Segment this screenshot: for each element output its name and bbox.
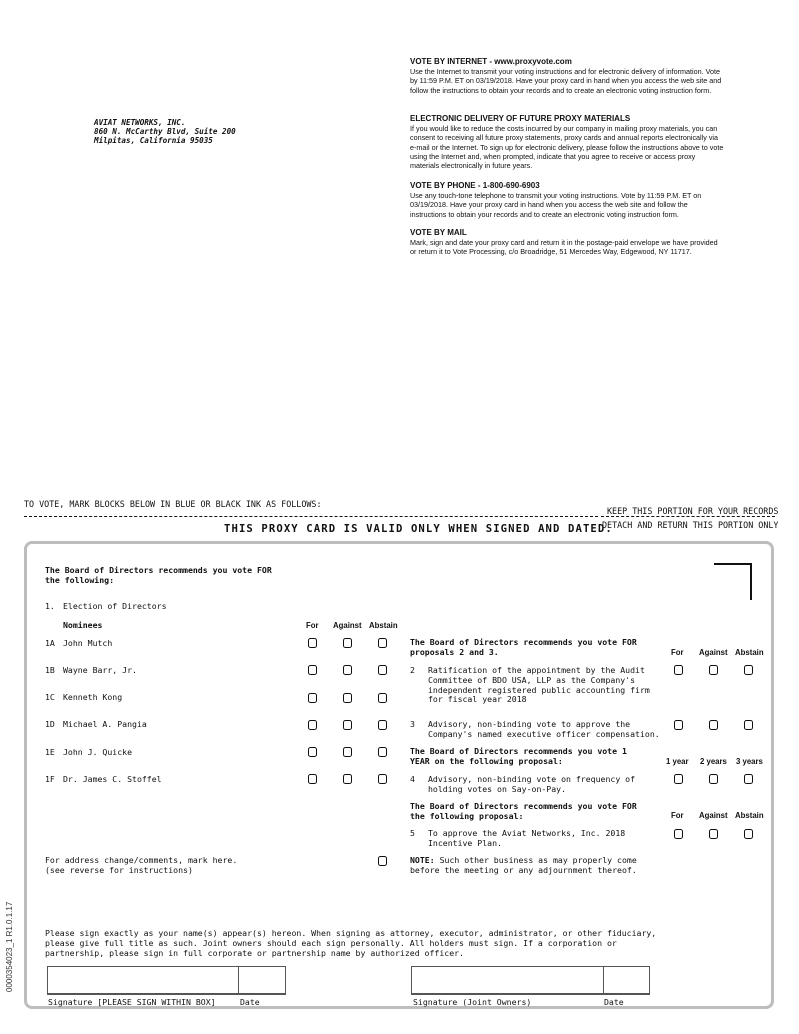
vote-internet-body: Use the Internet to transmit your voting instructions and for electronic delivery of information. Vote by 11:59 P.M. ET on 03/19/2018. Have your proxy card in hand when you access the web site and follow the instructions to obtain your records and to create an electronic voting instruction form. bbox=[410, 67, 722, 95]
right-col-for-header: For bbox=[671, 648, 684, 657]
electronic-delivery-body: If you would like to reduce the costs incurred by our company in mailing proxy materials, you can consent to receiving all future proxy statements, proxy cards and annual reports electronically via e-mail or the Internet. To sign up for electronic delivery, please follow the instructions above to vote using the Internet and, when prompted, indicate that you agree to receive or access proxy materials electronically in future years. bbox=[410, 124, 724, 171]
nominee-1b-code: 1B bbox=[45, 665, 55, 675]
return-address bbox=[94, 118, 236, 146]
item-1-number: 1. bbox=[45, 601, 55, 611]
proposal-2-abstain-checkbox[interactable] bbox=[744, 665, 753, 675]
right-col-against-header: Against bbox=[699, 648, 728, 657]
nominee-1d-for-checkbox[interactable] bbox=[308, 720, 317, 730]
electronic-delivery-heading: ELECTRONIC DELIVERY OF FUTURE PROXY MATERIALS bbox=[410, 114, 631, 123]
date-label: Date bbox=[240, 997, 260, 1007]
nominee-1f-code: 1F bbox=[45, 774, 55, 784]
proposal-3-text bbox=[428, 720, 660, 740]
joint-date-box[interactable] bbox=[603, 966, 650, 994]
detach-line bbox=[24, 516, 598, 517]
proposal-2-line-4: for fiscal year 2018 bbox=[428, 694, 527, 705]
vote-mail-heading: VOTE BY MAIL bbox=[410, 228, 467, 237]
proposal-3-line-1: Advisory, non-binding vote to approve the bbox=[428, 719, 631, 729]
p5-col-for-header: For bbox=[671, 811, 684, 820]
nominee-1b-name: Wayne Barr, Jr. bbox=[63, 665, 137, 675]
proposal-4-1year-checkbox[interactable] bbox=[674, 774, 683, 784]
nominee-1e-abstain-checkbox[interactable] bbox=[378, 747, 387, 757]
nominee-1c-against-checkbox[interactable] bbox=[343, 693, 352, 703]
col-2years-header: 2 years bbox=[700, 757, 727, 766]
signature-box[interactable] bbox=[47, 966, 239, 994]
nominee-1e-for-checkbox[interactable] bbox=[308, 747, 317, 757]
proposal-5-text bbox=[428, 829, 625, 849]
right-col-abstain-header: Abstain bbox=[735, 648, 764, 657]
vote-mail-body: Mark, sign and date your proxy card and return it in the postage-paid envelope we have provided or return it to Vote Processing, c/o Broadridge, 51 Mercedes Way, Edgewood, NY 11717. bbox=[410, 238, 718, 257]
proposal-4-3years-checkbox[interactable] bbox=[744, 774, 753, 784]
nominee-1c-name: Kenneth Kong bbox=[63, 692, 123, 702]
col-3years-header: 3 years bbox=[736, 757, 763, 766]
board-rec-line-1: The Board of Directors recommends you vote FOR bbox=[45, 565, 272, 575]
signing-instructions bbox=[45, 929, 656, 958]
board-recommendation-4 bbox=[410, 747, 627, 767]
address-change-note bbox=[45, 856, 237, 876]
nominee-1d-name: Michael A. Pangia bbox=[63, 719, 147, 729]
nominee-1b-abstain-checkbox[interactable] bbox=[378, 665, 387, 675]
address-change-line-2: (see reverse for instructions) bbox=[45, 864, 193, 875]
valid-notice: THIS PROXY CARD IS VALID ONLY WHEN SIGNED AND DATED. bbox=[224, 523, 613, 535]
proposal-5-line-2: Incentive Plan. bbox=[428, 837, 502, 848]
proposal-3-line-2: Company's named executive officer compensation. bbox=[428, 728, 660, 739]
address-change-checkbox[interactable] bbox=[378, 856, 387, 866]
rec-4-line-2: YEAR on the following proposal: bbox=[410, 755, 563, 766]
joint-signature-box[interactable] bbox=[411, 966, 604, 994]
nominee-1e-against-checkbox[interactable] bbox=[343, 747, 352, 757]
item-1-label: Election of Directors bbox=[63, 601, 167, 611]
nominee-1b-against-checkbox[interactable] bbox=[343, 665, 352, 675]
nominee-1a-for-checkbox[interactable] bbox=[308, 638, 317, 648]
proposal-2-for-checkbox[interactable] bbox=[674, 665, 683, 675]
nominee-1a-name: John Mutch bbox=[63, 638, 113, 648]
proposal-3-against-checkbox[interactable] bbox=[709, 720, 718, 730]
signing-line-3: partnership, please sign in full corporate or partnership name by authorized officer. bbox=[45, 947, 464, 958]
electronic-delivery-section bbox=[410, 114, 726, 170]
proposal-2-line-2: Committee of BDO USA, LLP as the Company's bbox=[428, 674, 636, 685]
proposal-5-for-checkbox[interactable] bbox=[674, 829, 683, 839]
signature-label: Signature [PLEASE SIGN WITHIN BOX] bbox=[48, 997, 216, 1007]
nominee-1e-code: 1E bbox=[45, 747, 55, 757]
rec-23-line-2: proposals 2 and 3. bbox=[410, 646, 499, 657]
proposal-2-text bbox=[428, 666, 650, 705]
side-code-text: 0000354023_1 R1.0.1.17 bbox=[5, 901, 14, 992]
rec-5-line-1: The Board of Directors recommends you vote FOR bbox=[410, 801, 637, 811]
col-1year-header: 1 year bbox=[666, 757, 689, 766]
joint-signature-underline bbox=[411, 994, 650, 995]
vote-by-phone-section bbox=[410, 181, 726, 219]
joint-signature-label: Signature (Joint Owners) bbox=[413, 997, 532, 1007]
nominee-1a-against-checkbox[interactable] bbox=[343, 638, 352, 648]
rec-23-line-1: The Board of Directors recommends you vote FOR bbox=[410, 637, 637, 647]
proposal-3-abstain-checkbox[interactable] bbox=[744, 720, 753, 730]
proposal-5-number: 5 bbox=[410, 828, 415, 838]
nominee-1b-for-checkbox[interactable] bbox=[308, 665, 317, 675]
proposal-2-against-checkbox[interactable] bbox=[709, 665, 718, 675]
col-for-header: For bbox=[306, 621, 319, 630]
nominee-1c-abstain-checkbox[interactable] bbox=[378, 693, 387, 703]
proposal-5-abstain-checkbox[interactable] bbox=[744, 829, 753, 839]
proposal-4-2years-checkbox[interactable] bbox=[709, 774, 718, 784]
nominee-1d-against-checkbox[interactable] bbox=[343, 720, 352, 730]
proposal-4-number: 4 bbox=[410, 774, 415, 784]
nominee-1c-code: 1C bbox=[45, 692, 55, 702]
corner-mark bbox=[714, 563, 752, 600]
date-box[interactable] bbox=[238, 966, 286, 994]
note-text bbox=[410, 856, 637, 876]
proposal-4-line-1: Advisory, non-binding vote on frequency of bbox=[428, 774, 636, 784]
nominee-1a-abstain-checkbox[interactable] bbox=[378, 638, 387, 648]
vote-internet-heading: VOTE BY INTERNET - www.proxyvote.com bbox=[410, 57, 572, 66]
signature-underline bbox=[47, 994, 286, 995]
board-rec-line-2: the following: bbox=[45, 574, 115, 585]
vote-phone-body: Use any touch-tone telephone to transmit your voting instructions. Vote by 11:59 P.M. ET on 03/19/2018. Have your proxy card in hand when you access the web site and follow the instructions to obtain your records and to create an electronic voting instruction form. bbox=[410, 191, 702, 219]
vote-by-mail-section bbox=[410, 228, 726, 257]
address-line-2: 860 N. McCarthy Blvd, Suite 200 bbox=[94, 127, 236, 137]
signing-line-1: Please sign exactly as your name(s) appear(s) hereon. When signing as attorney, executor, administrator, or other fiduciary, bbox=[45, 928, 657, 938]
signing-line-2: please give full title as such. Joint owners should each sign personally. All holders must sign. If a corporation or bbox=[45, 937, 617, 948]
detach-line-right bbox=[601, 516, 775, 517]
p5-col-against-header: Against bbox=[699, 811, 728, 820]
proposal-2-line-3: independent registered public accounting firm bbox=[428, 684, 650, 695]
proposal-5-against-checkbox[interactable] bbox=[709, 829, 718, 839]
proposal-3-number: 3 bbox=[410, 719, 415, 729]
nominee-1e-name: John J. Quicke bbox=[63, 747, 133, 757]
vote-by-internet-section bbox=[410, 57, 726, 95]
keep-portion-label: KEEP THIS PORTION FOR YOUR RECORDS bbox=[607, 506, 779, 516]
board-recommendation-2-3 bbox=[410, 638, 637, 658]
nominee-1f-against-checkbox[interactable] bbox=[343, 774, 352, 784]
nominee-1f-name: Dr. James C. Stoffel bbox=[63, 774, 162, 784]
note-label: NOTE: bbox=[410, 855, 435, 865]
board-recommendation-5 bbox=[410, 802, 637, 822]
board-recommendation-1 bbox=[45, 566, 272, 586]
side-code bbox=[2, 862, 18, 992]
p5-col-abstain-header: Abstain bbox=[735, 811, 764, 820]
nominees-label: Nominees bbox=[63, 620, 103, 630]
address-line-1: AVIAT NETWORKS, INC. bbox=[94, 118, 186, 127]
mark-instruction: TO VOTE, MARK BLOCKS BELOW IN BLUE OR BLACK INK AS FOLLOWS: bbox=[24, 499, 322, 509]
nominee-1d-code: 1D bbox=[45, 719, 55, 729]
proposal-2-number: 2 bbox=[410, 665, 415, 675]
rec-5-line-2: the following proposal: bbox=[410, 810, 524, 821]
nominee-1c-for-checkbox[interactable] bbox=[308, 693, 317, 703]
detach-portion-label: DETACH AND RETURN THIS PORTION ONLY bbox=[602, 520, 779, 530]
proposal-3-for-checkbox[interactable] bbox=[674, 720, 683, 730]
note-line-1: Such other business as may properly come bbox=[434, 855, 637, 865]
nominee-1d-abstain-checkbox[interactable] bbox=[378, 720, 387, 730]
nominee-1a-code: 1A bbox=[45, 638, 55, 648]
proposal-4-line-2: holding votes on Say-on-Pay. bbox=[428, 783, 567, 794]
address-change-line-1: For address change/comments, mark here. bbox=[45, 855, 238, 865]
proposal-5-line-1: To approve the Aviat Networks, Inc. 2018 bbox=[428, 828, 626, 838]
nominee-1f-for-checkbox[interactable] bbox=[308, 774, 317, 784]
col-abstain-header: Abstain bbox=[369, 621, 398, 630]
note-line-2: before the meeting or any adjournment thereof. bbox=[410, 864, 637, 875]
col-against-header: Against bbox=[333, 621, 362, 630]
rec-4-line-1: The Board of Directors recommends you vote 1 bbox=[410, 746, 627, 756]
proposal-2-line-1: Ratification of the appointment by the Audit bbox=[428, 665, 645, 675]
nominee-1f-abstain-checkbox[interactable] bbox=[378, 774, 387, 784]
joint-date-label: Date bbox=[604, 997, 624, 1007]
address-line-3: Milpitas, California 95035 bbox=[94, 136, 213, 146]
vote-phone-heading: VOTE BY PHONE - 1-800-690-6903 bbox=[410, 181, 540, 190]
proposal-4-text bbox=[428, 775, 635, 795]
